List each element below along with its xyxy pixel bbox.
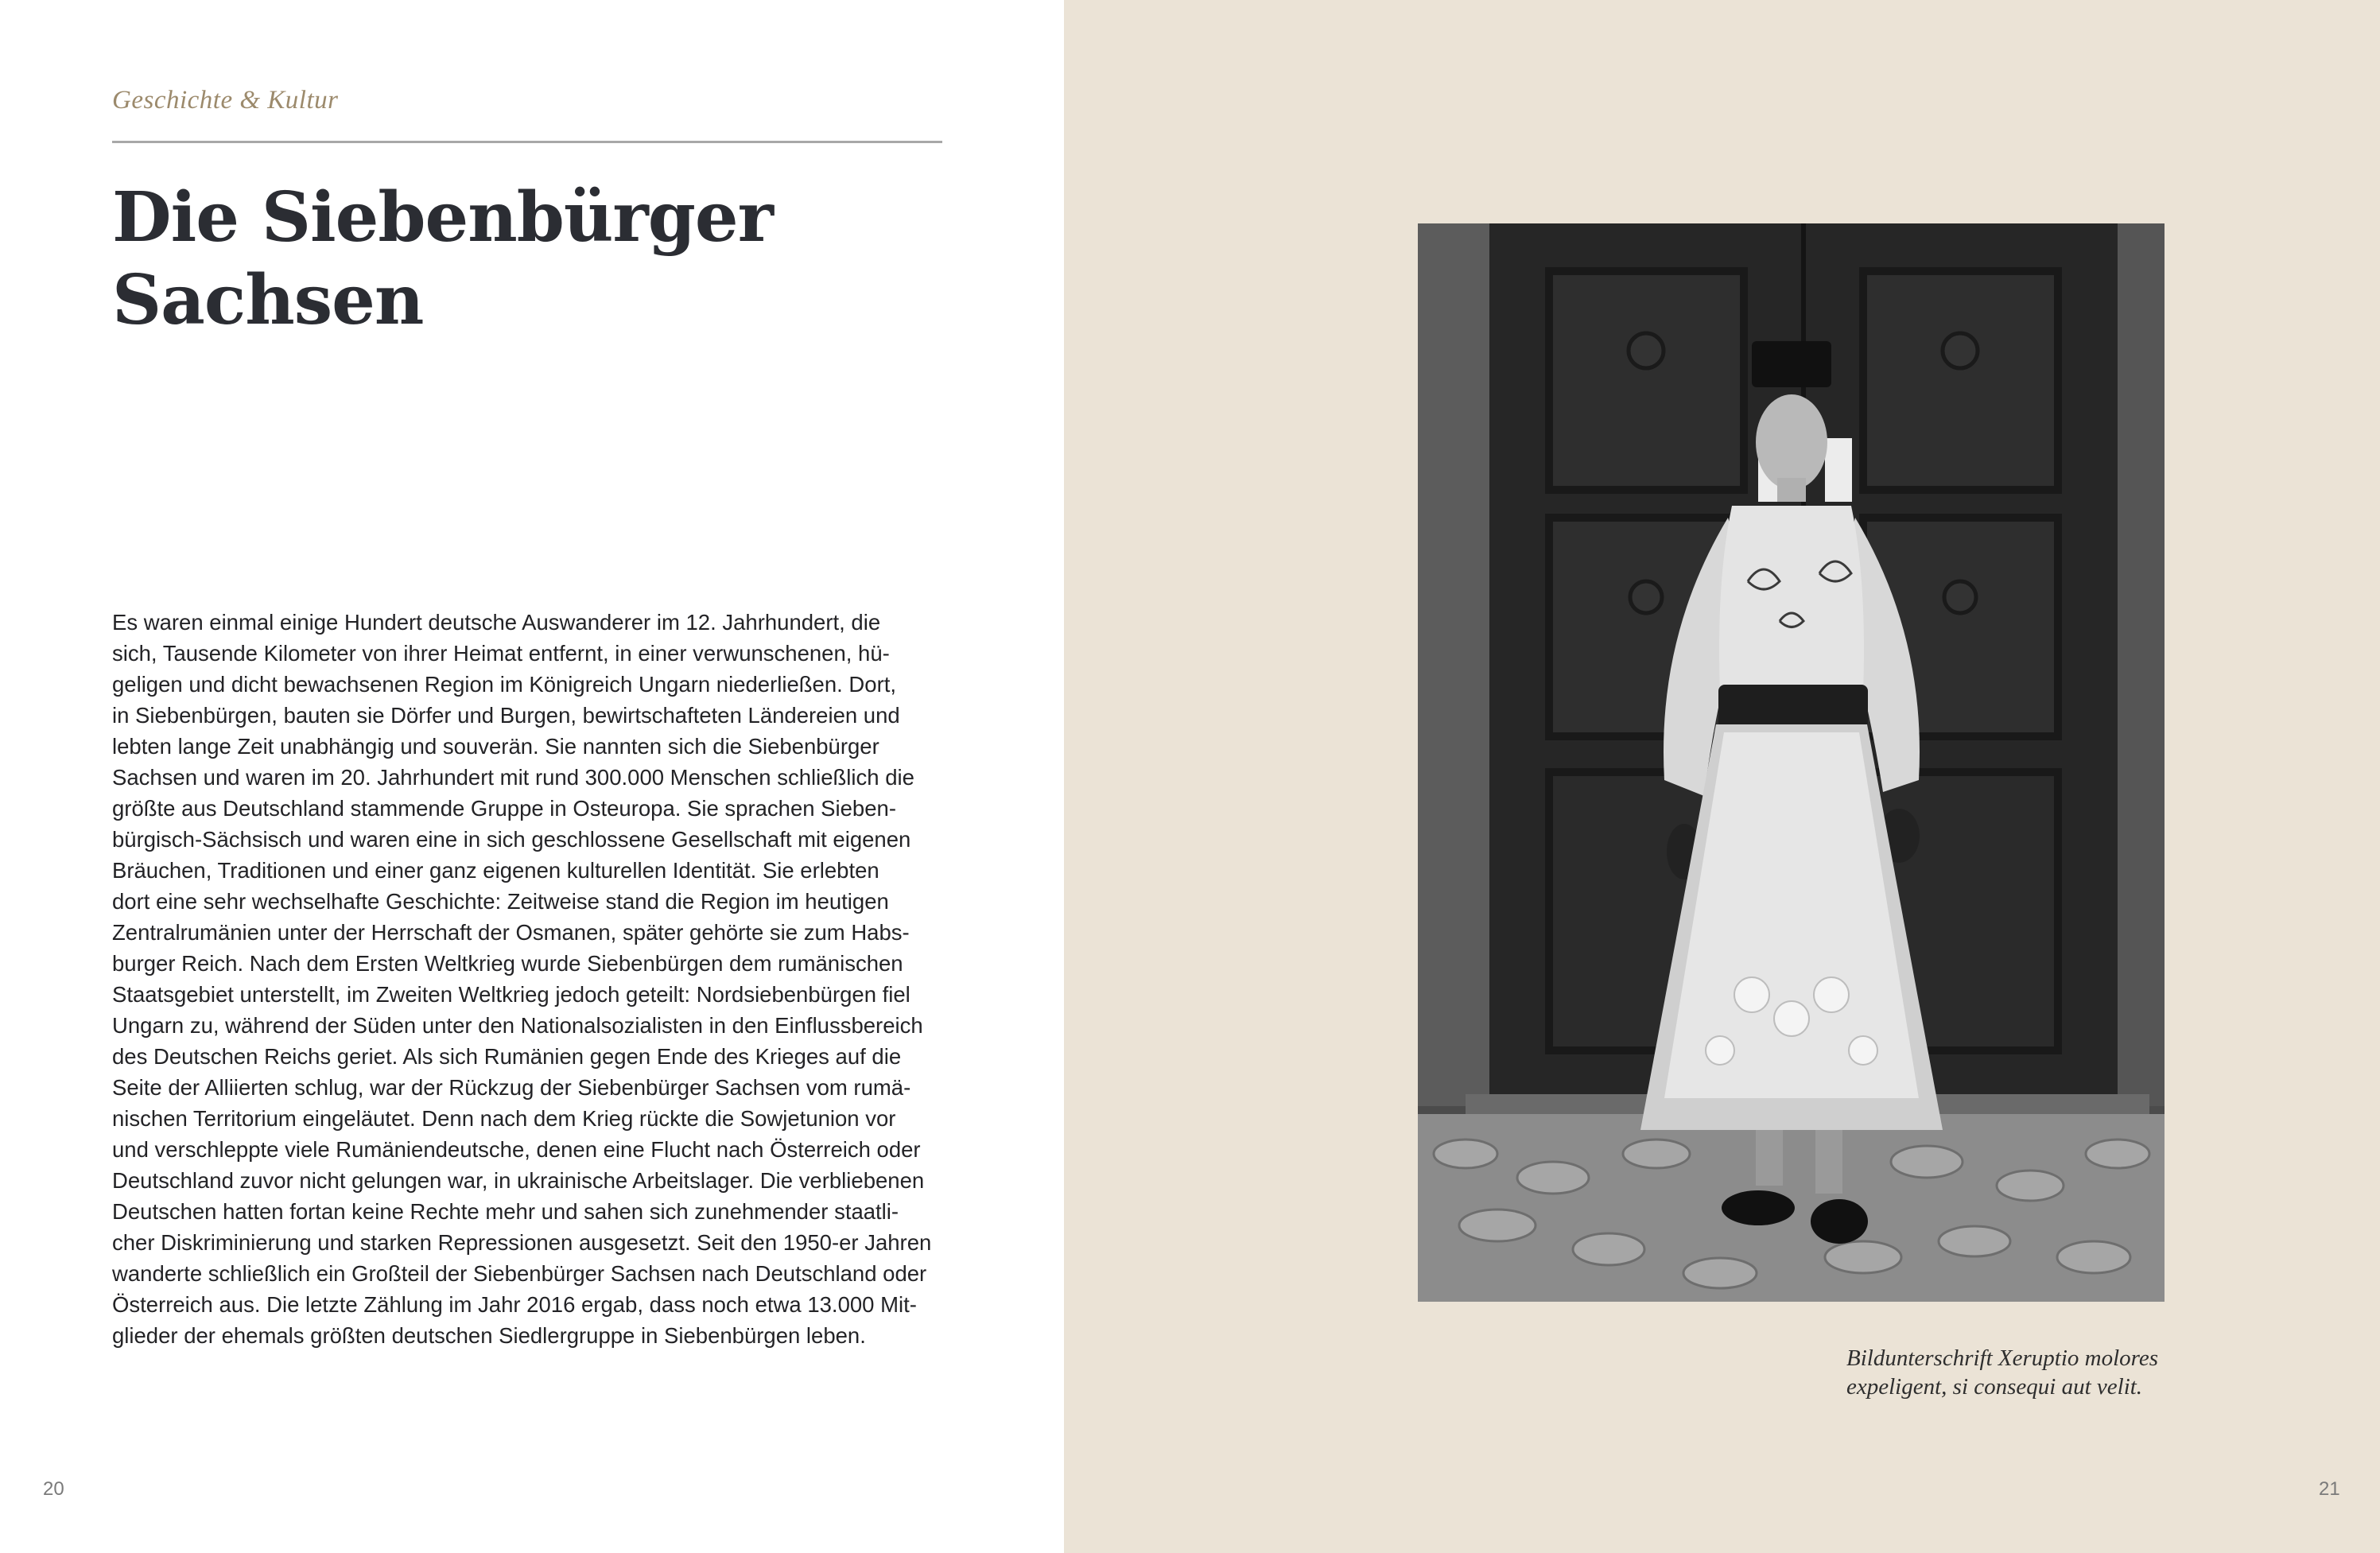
body-line: cher Diskriminierung und starken Repressionen ausgesetzt. Seit den 1950-er Jahren (112, 1230, 932, 1255)
body-paragraph (112, 607, 947, 1351)
archival-portrait-photo (1418, 223, 2165, 1302)
body-line: Bräuchen, Traditionen und einer ganz eigenen kulturellen Identität. Sie erlebten (112, 858, 879, 883)
page-title (112, 177, 939, 342)
caption-line: Bildunterschrift Xeruptio molores (1846, 1345, 2159, 1371)
body-line: des Deutschen Reichs geriet. Als sich Rumänien gegen Ende des Krieges auf die (112, 1044, 902, 1069)
body-line: Österreich aus. Die letzte Zählung im Jahr 2016 ergab, dass noch etwa 13.000 Mit- (112, 1292, 917, 1317)
page-number-right: 21 (2319, 1478, 2340, 1500)
body-line: und verschleppte viele Rumäniendeutsche, denen eine Flucht nach Österreich oder (112, 1137, 921, 1162)
body-line: in Siebenbürgen, bauten sie Dörfer und Burgen, bewirtschafteten Ländereien und (112, 703, 900, 728)
left-page (0, 0, 1064, 1553)
body-line: geligen und dicht bewachsenen Region im Königreich Ungarn niederließen. Dort, (112, 672, 897, 697)
body-line: bürgisch-Sächsisch und waren eine in sich geschlossene Gesellschaft mit eigenen (112, 827, 911, 852)
body-line: Staatsgebiet unterstellt, im Zweiten Weltkrieg jedoch geteilt: Nordsiebenbürgen fiel (112, 982, 910, 1007)
body-line: Ungarn zu, während der Süden unter den Nationalsozialisten in den Einflussbereich (112, 1013, 923, 1038)
body-line: burger Reich. Nach dem Ersten Weltkrieg wurde Siebenbürgen dem rumänischen (112, 951, 903, 976)
body-line: Deutschland zuvor nicht gelungen war, in ukrainische Arbeitslager. Die verbliebenen (112, 1168, 925, 1193)
body-line: dort eine sehr wechselhafte Geschichte: Zeitweise stand die Region im heutigen (112, 889, 889, 914)
body-line: sich, Tausende Kilometer von ihrer Heimat entfernt, in einer verwunschenen, hü- (112, 641, 890, 666)
section-kicker: Geschichte & Kultur (112, 86, 339, 115)
body-line: größte aus Deutschland stammende Gruppe in Osteuropa. Sie sprachen Sieben- (112, 796, 896, 821)
body-line: lebten lange Zeit unabhängig und souverän. Sie nannten sich die Siebenbürger (112, 734, 879, 759)
body-line: Sachsen und waren im 20. Jahrhundert mit rund 300.000 Menschen schließlich die (112, 765, 914, 790)
page-number-left: 20 (43, 1478, 64, 1500)
body-line: Zentralrumänien unter der Herrschaft der Osmanen, später gehörte sie zum Habs- (112, 920, 910, 945)
body-line: wanderte schließlich ein Großteil der Siebenbürger Sachsen nach Deutschland oder (112, 1261, 927, 1286)
body-line: glieder der ehemals größten deutschen Siedlergruppe in Siebenbürgen leben. (112, 1323, 866, 1348)
title-line: Die Siebenbürger (112, 177, 773, 258)
body-line: Deutschen hatten fortan keine Rechte mehr und sahen sich zunehmender staatli- (112, 1199, 899, 1224)
body-line: Seite der Alliierten schlug, war der Rückzug der Siebenbürger Sachsen vom rumä- (112, 1075, 911, 1100)
body-line: Es waren einmal einige Hundert deutsche Auswanderer im 12. Jahrhundert, die (112, 610, 881, 635)
body-line: nischen Territorium eingeläutet. Denn nach dem Krieg rückte die Sowjetunion vor (112, 1106, 896, 1131)
title-line: Sachsen (112, 260, 424, 340)
photo-caption (1846, 1344, 2212, 1401)
caption-line: expeligent, si consequi aut velit. (1846, 1374, 2143, 1400)
header-rule (112, 141, 942, 143)
